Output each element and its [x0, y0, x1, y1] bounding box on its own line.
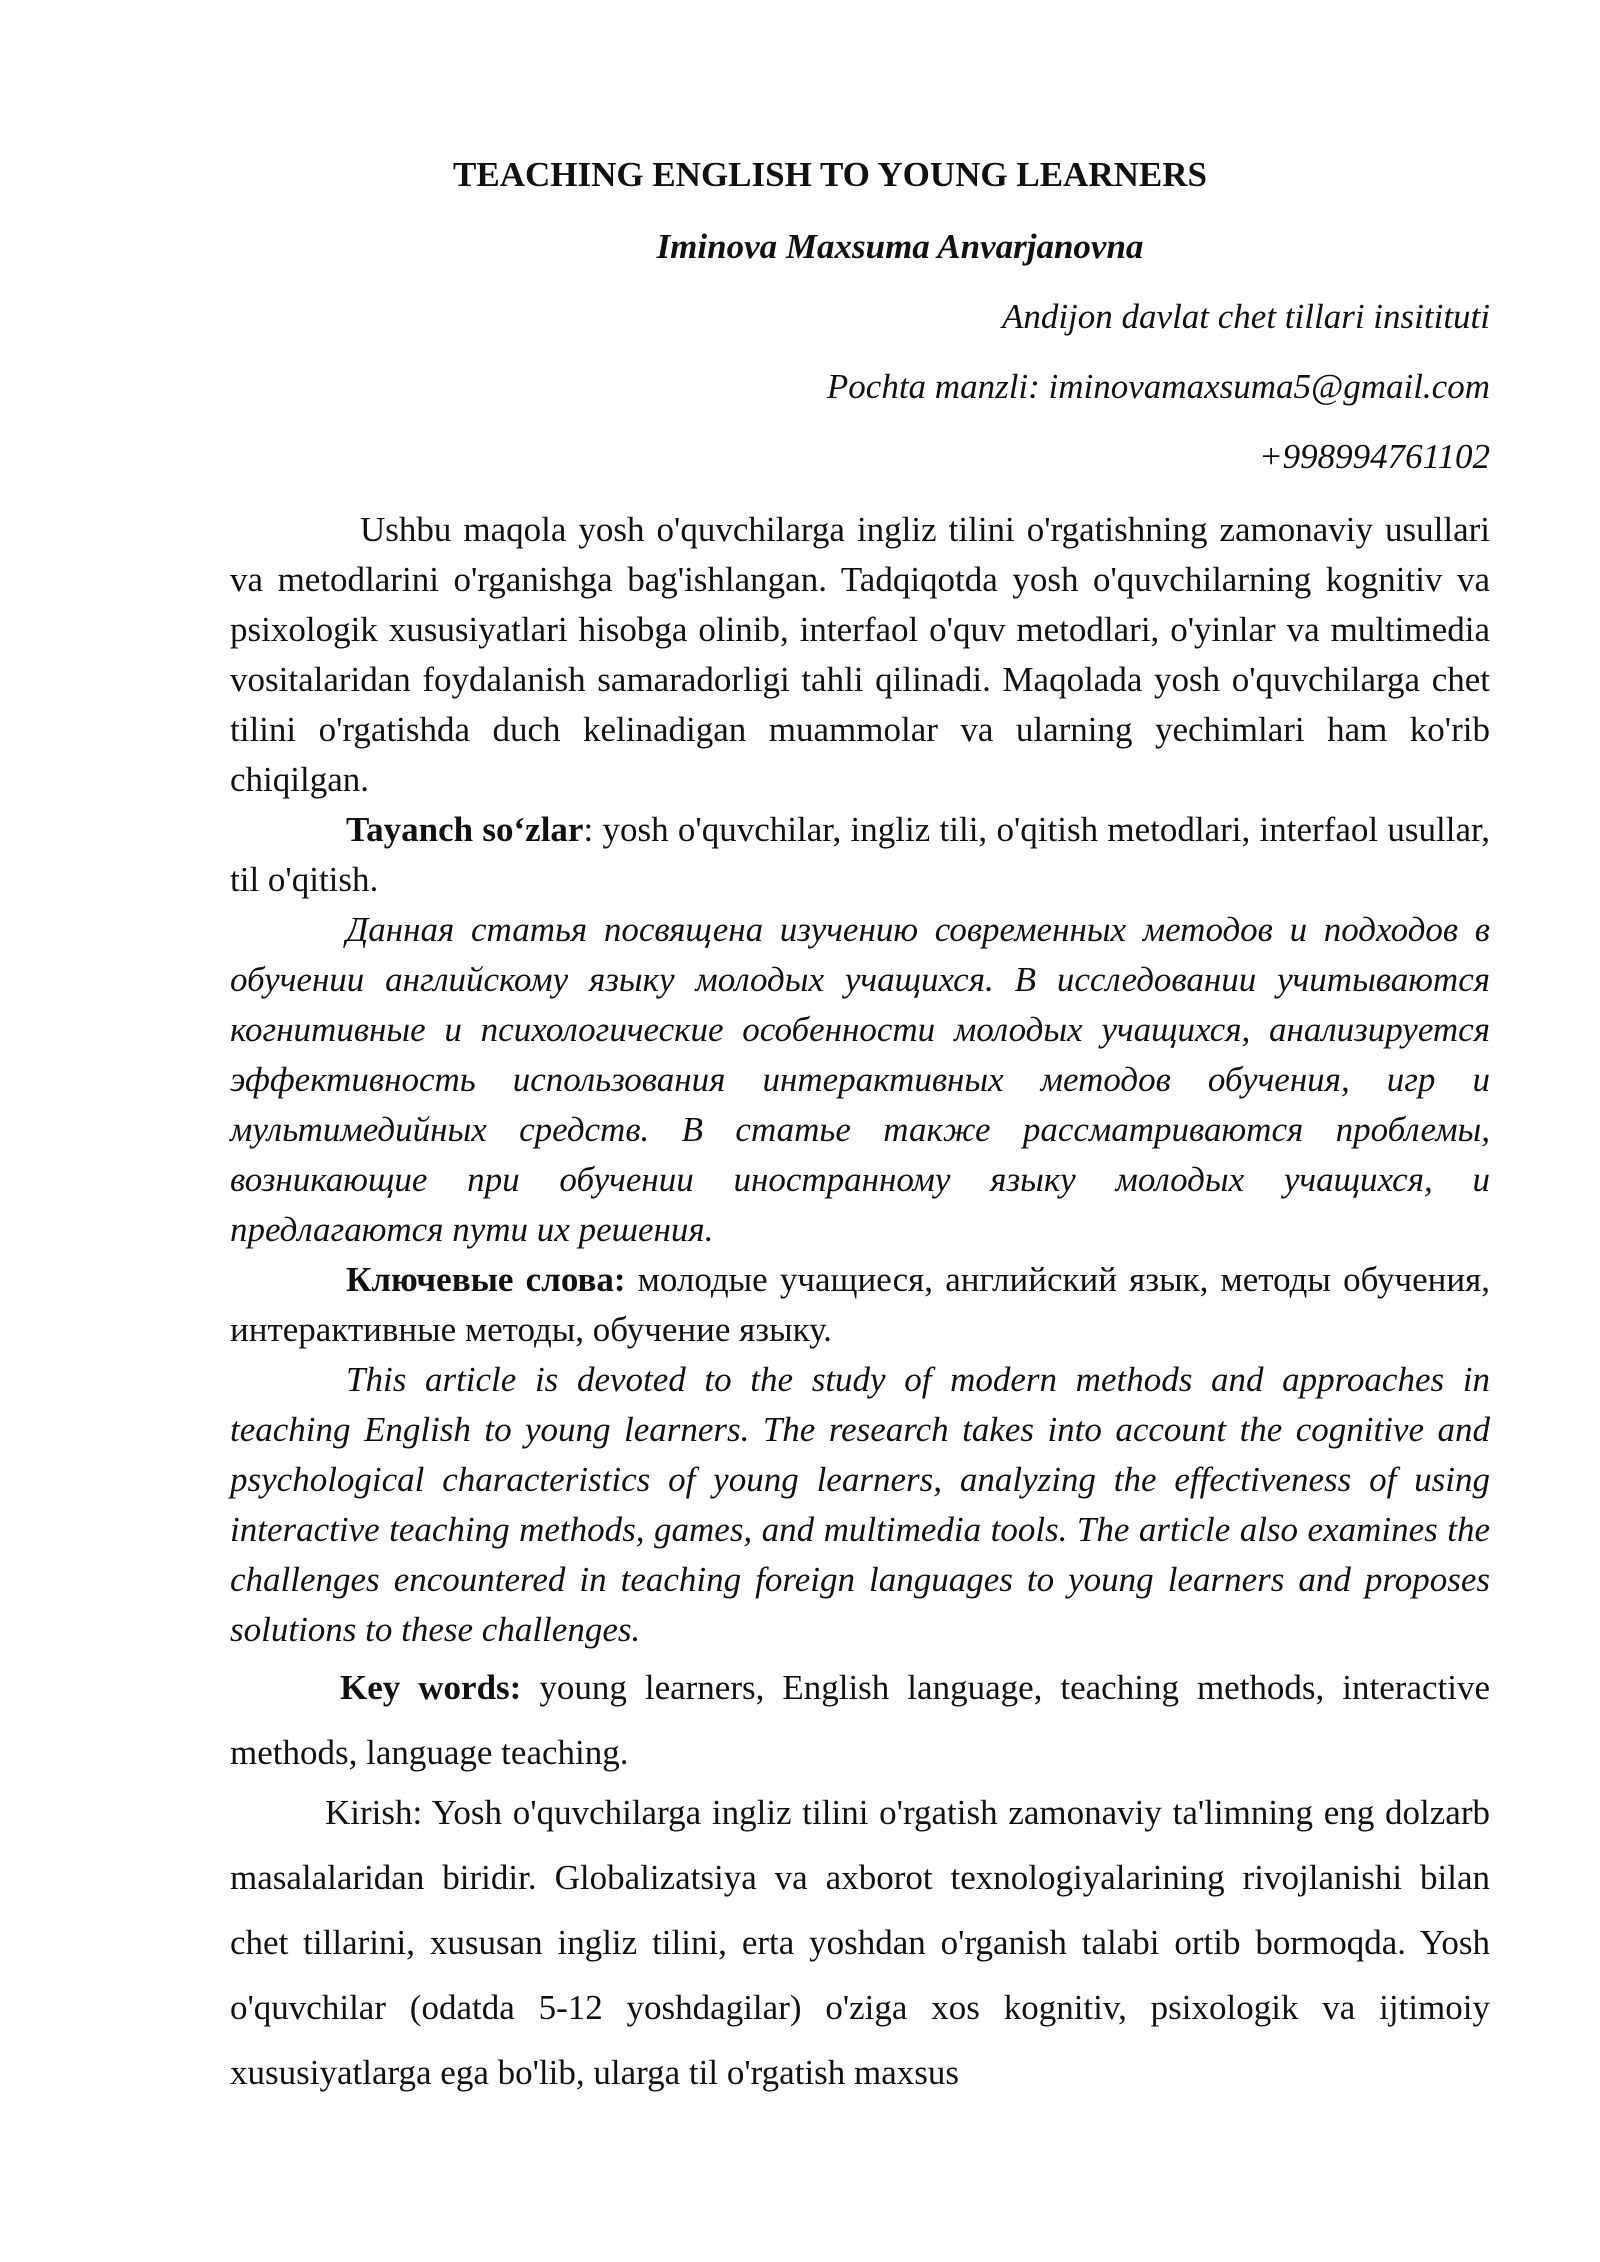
phone-number: +998994761102	[1258, 437, 1490, 476]
keywords-english-list: young learners, English language, teaching methods, interactive methods, language teaching.	[230, 1668, 1491, 1772]
keywords-uzbek-list: : yosh o'quvchilar, ingliz tili, o'qitish metodlari, interfaol usullar, til o'qitish.	[230, 810, 1490, 899]
introduction	[230, 1780, 1490, 2105]
keywords-english	[230, 1655, 1490, 1785]
keywords-russian	[230, 1255, 1490, 1355]
abstract-english-text: This article is devoted to the study of modern methods and approaches in teaching English to young learners. The research takes into account the cognitive and psychological characteristics of young learners, analyzing the effectiveness of using interactive teaching methods, games, and multimedia tools. The article also examines the challenges encountered in teaching foreign languages to young learners and proposes solutions to these challenges.	[230, 1360, 1490, 1649]
abstract-russian-text: Данная статья посвящена изучению современных методов и подходов в обучении английскому языку молодых учащихся. В исследовании учитываются когнитивные и психологические особенности молодых учащихся, анализируется эффективность использования интерактивных методов обучения, игр и мультимедийных средств. В статье также рассматриваются проблемы, возникающие при обучении иностранному языку молодых учащихся, и предлагаются пути их решения.	[230, 910, 1490, 1249]
keywords-russian-list: молодые учащиеся, английский язык, методы обучения, интерактивные методы, обучение языку.	[230, 1260, 1490, 1349]
abstract-russian	[230, 905, 1490, 1255]
abstract-uzbek	[230, 505, 1490, 805]
introduction-text: Kirish: Yosh o'quvchilarga ingliz tilini o'rgatish zamonaviy ta'limning eng dolzarb masalalaridan biridir. Globalizatsiya va axborot texnologiyalarining rivojlanishi bilan chet tillarini, xususan ingliz tilini, erta yoshdan o'rganish talabi ortib bormoqda. Yosh o'quvchilar (odatda 5-12 yoshdagilar) o'ziga xos kognitiv, psixologik va ijtimoiy xususiyatlarga ega bo'lib, ularga til o'rgatish maxsus	[230, 1793, 1490, 2092]
author-name: Iminova Maxsuma Anvarjanovna	[656, 227, 1144, 266]
email-line: Pochta manzli: iminovamaxsuma5@gmail.com	[826, 367, 1490, 406]
affiliation: Andijon davlat chet tillari insitituti	[1001, 297, 1490, 336]
keywords-english-label: Key words:	[340, 1668, 522, 1707]
paper-title: TEACHING ENGLISH TO YOUNG LEARNERS	[453, 155, 1207, 194]
keywords-uzbek	[230, 805, 1490, 905]
abstract-english	[230, 1355, 1490, 1655]
keywords-russian-label: Ключевые слова:	[346, 1260, 626, 1299]
keywords-uzbek-label: Tayanch so‘zlar	[346, 810, 584, 849]
abstract-uzbek-text: Ushbu maqola yosh o'quvchilarga ingliz tilini o'rgatishning zamonaviy usullari va metodlarini o'rganishga bag'ishlangan. Tadqiqotda yosh o'quvchilarning kognitiv va psixologik xususiyatlari hisobga olinib, interfaol o'quv metodlari, o'yinlar va multimedia vositalaridan foydalanish samaradorligi tahli qilinadi. Maqolada yosh o'quvchilarga chet tilini o'rgatishda duch kelinadigan muammolar va ularning yechimlari ham ko'rib chiqilgan.	[230, 510, 1490, 799]
